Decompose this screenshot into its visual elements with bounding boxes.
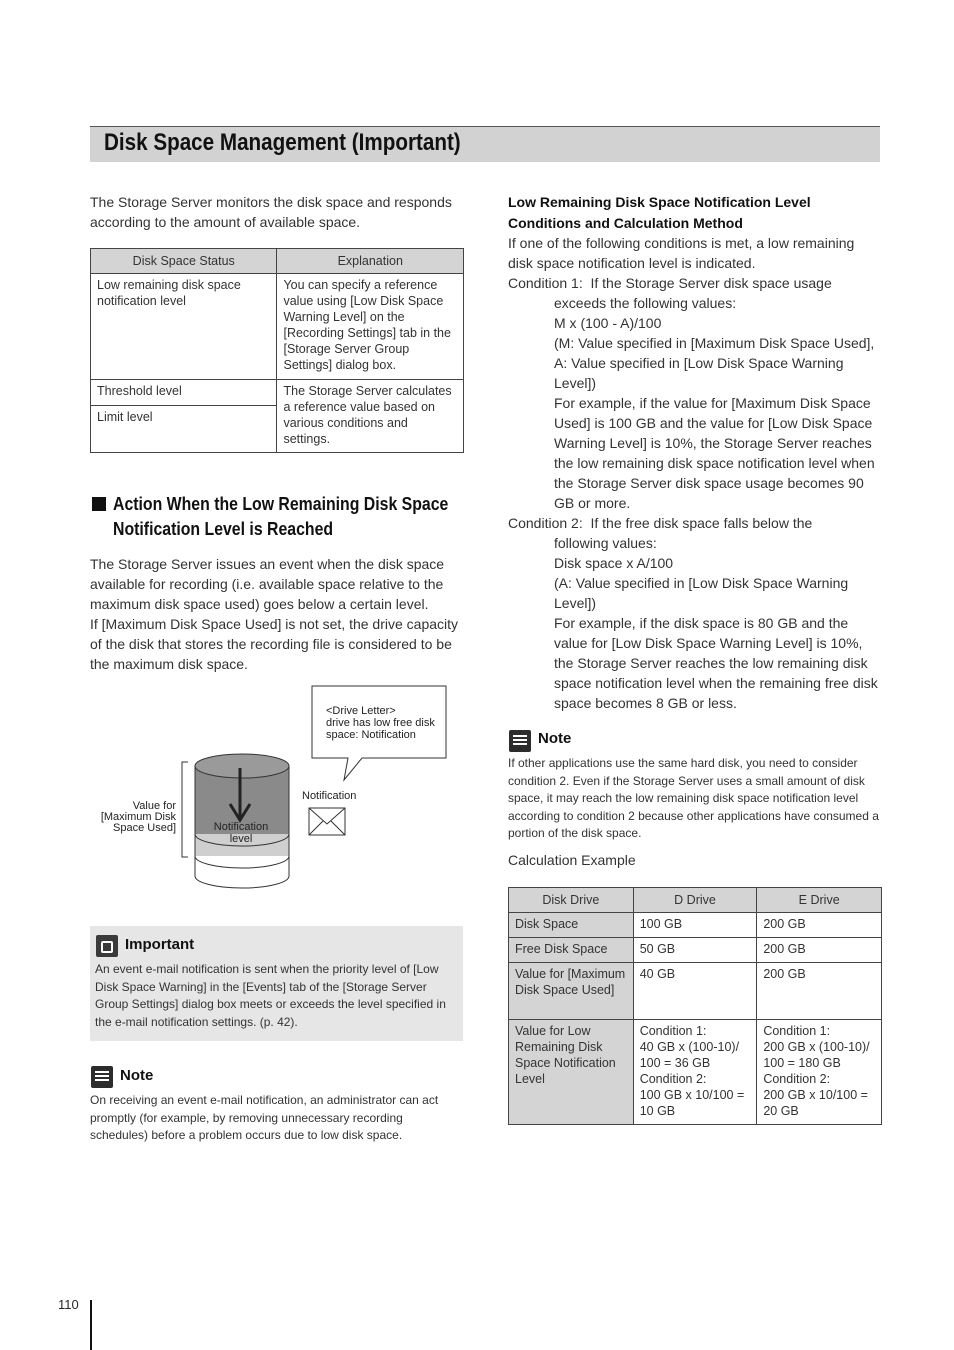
note-text: If other applications use the same hard disk, you need to consider condition 2. Even if the Storage Server uses a small amount of disk space, it may reach the low remaining disk space notification level according to condition 2 because other applications have consumed a portion of the disk space.	[508, 756, 879, 840]
max-label-3: Space Used]	[113, 822, 176, 834]
level-label-1: Notification	[213, 821, 269, 833]
note-heading: Note	[120, 1067, 154, 1084]
table-cell: Threshold level	[91, 380, 277, 406]
condition-2-line: Condition 2: If the free disk space falls below the	[508, 515, 813, 531]
important-text: An event e-mail notification is sent when the priority level of [Low Disk Space Warning] in the [Events] tab of the [Storage Server Group Settings] dialog box meets or exceeds the level specified in the e-mail notification settings. (p. 42).	[95, 962, 446, 1029]
important-icon	[96, 935, 118, 957]
table-cell: Limit level	[91, 406, 277, 453]
condition-1-line: Condition 1: If the Storage Server disk space usage	[508, 275, 832, 291]
level-label-2: level	[229, 833, 253, 845]
calc-example-label: Calculation Example	[508, 852, 636, 868]
table-header: D Drive	[633, 888, 757, 913]
conditions-heading: Low Remaining Disk Space Notification Level Conditions and Calculation Method	[508, 194, 811, 231]
disk-top-icon	[195, 754, 289, 778]
table-cell: Disk Space	[509, 913, 634, 938]
table-header: Disk Space Status	[91, 249, 277, 274]
disk-status-table	[90, 248, 464, 453]
table-row	[91, 274, 464, 380]
action-section-heading: Action When the Low Remaining Disk Space Notification Level is Reached	[113, 494, 449, 539]
table-cell: 200 GB	[757, 913, 882, 938]
page-title-bar	[90, 126, 880, 162]
notification-label: Notification	[302, 790, 357, 802]
note-text: On receiving an event e-mail notification, an administrator can act promptly (for example, by removing unnecessary recording schedules) before a problem occurs due to low disk space.	[90, 1093, 439, 1142]
table-row	[509, 913, 882, 938]
table-cell: 50 GB	[633, 938, 757, 963]
page-title: Disk Space Management (Important)	[104, 129, 461, 156]
callout-text-3: space: Notification	[326, 729, 416, 741]
table-header: Explanation	[277, 249, 464, 274]
table-cell: Free Disk Space	[509, 938, 634, 963]
callout-text-2: drive has low free disk	[326, 717, 435, 729]
max-label-2: [Maximum Disk	[100, 811, 176, 823]
table-row	[91, 380, 464, 406]
table-cell: Condition 1: 200 GB x (100-10)/ 100 = 180 GB Condition 2: 200 GB x 10/100 = 20 GB	[757, 1020, 882, 1125]
table-header: Disk Drive	[509, 888, 634, 913]
table-row	[509, 938, 882, 963]
note-icon	[509, 730, 531, 752]
calc-table	[508, 887, 882, 1125]
table-cell: The Storage Server calculates a reference value based on various conditions and settings.	[277, 380, 464, 453]
table-cell: Value for Low Remaining Disk Space Notification Level	[509, 1020, 634, 1125]
disk-diagram	[90, 680, 470, 905]
table-cell: 40 GB	[633, 963, 757, 1020]
intro-paragraph: The Storage Server monitors the disk space and responds according to the amount of available space.	[90, 194, 452, 230]
callout-text-1: <Drive Letter>	[326, 705, 396, 717]
table-header: E Drive	[757, 888, 882, 913]
max-label-1: Value for	[132, 800, 176, 812]
table-cell: Value for [Maximum Disk Space Used]	[509, 963, 634, 1020]
action-paragraph: The Storage Server issues an event when the disk space available for recording (i.e. available space relative to the maximum disk space used) goes below a certain level. If [Maximum Disk Space Used] is not set, the drive capacity of the disk that stores the recording file is considered to be the maximum disk space.	[90, 556, 459, 672]
table-row	[509, 963, 882, 1020]
table-cell: 100 GB	[633, 913, 757, 938]
table-cell: Low remaining disk space notification level	[91, 274, 277, 380]
table-cell: 200 GB	[757, 963, 882, 1020]
important-box	[90, 926, 463, 1041]
note-icon	[91, 1066, 113, 1088]
envelope-icon	[309, 808, 345, 835]
table-cell: 200 GB	[757, 938, 882, 963]
footer-rule	[90, 1300, 92, 1350]
table-row	[509, 1020, 882, 1125]
page-number: 110	[58, 1297, 79, 1312]
table-cell: You can specify a reference value using [Low Disk Space Warning Level] on the [Recording Settings] tab in the [Storage Server Group Settings] dialog box.	[277, 274, 464, 380]
important-heading: Important	[125, 936, 195, 953]
table-cell: Condition 1: 40 GB x (100-10)/ 100 = 36 GB Condition 2: 100 GB x 10/100 = 10 GB	[633, 1020, 757, 1125]
section-bullet-icon	[92, 497, 106, 511]
bracket-line	[182, 762, 188, 857]
conditions-body: If one of the following conditions is met, a low remaining disk space notification level is indicated. Condition 1: If the Storage Server disk space usage exceeds the following values: M x (100 - A)/100 (M: Value specified in [Maximum Disk Space Used], A: Value specified in [Low Disk Space Warning Level]) For example, if the value for [Maximum Disk Space Used] is 100 GB and the value for [Low Disk Space Warning Level] is 10%, the Storage Server reaches the low remaining disk space notification level when the Storage Server disk space usage becomes 90 GB or more. Condition 2: If the free disk space falls below the following values: Disk space x A/100 (A: Value specified in [Low Disk Space Warning Level]) For example, if the disk space is 80 GB and the value for [Low Disk Space Warning Level] is 10%, the Storage Server reaches the low remaining disk space notification level when the remaining free disk space becomes 8 GB or less.	[508, 233, 882, 713]
note-heading: Note	[538, 730, 572, 747]
